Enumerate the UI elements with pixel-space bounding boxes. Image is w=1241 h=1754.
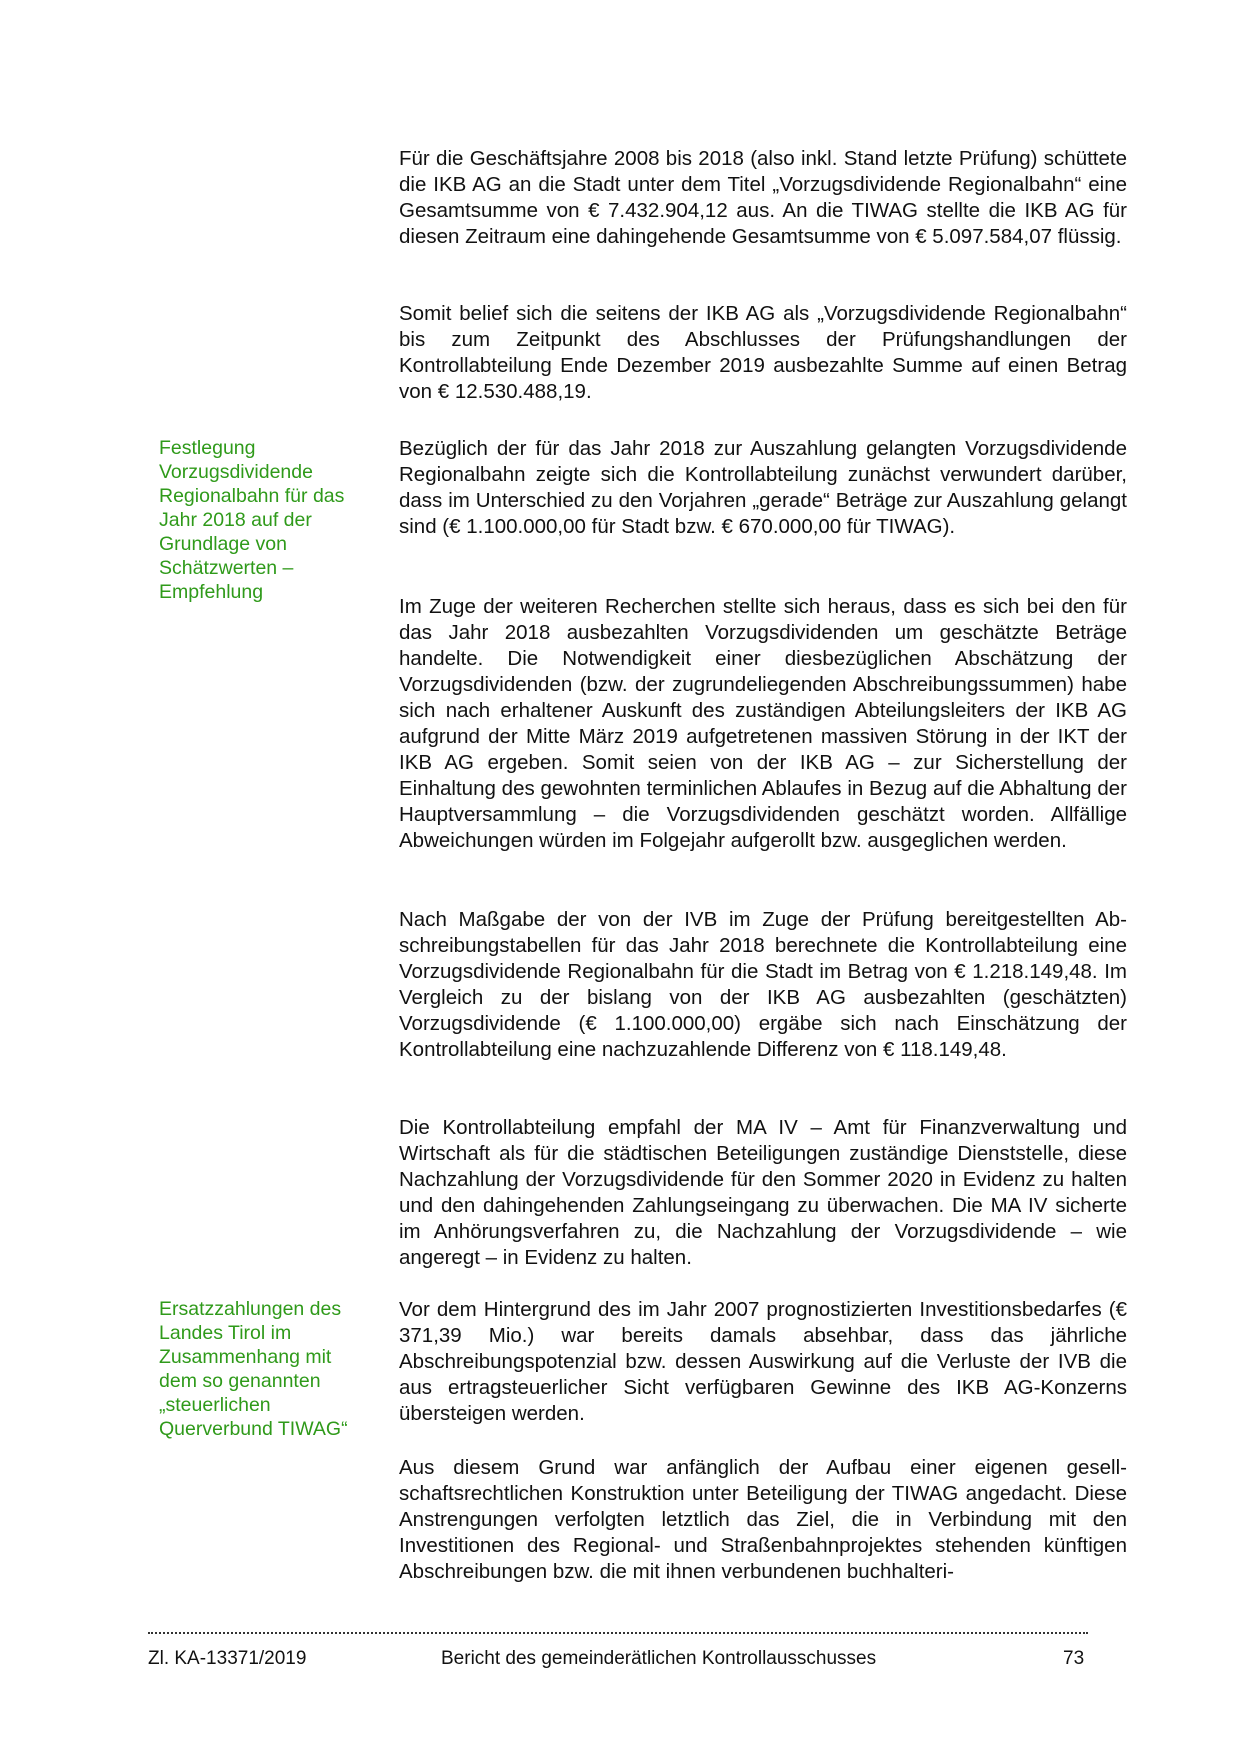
body-paragraph-6: Die Kontrollabteilung empfahl der MA IV – Amt für Finanzverwaltung und Wirtschaft als für die städtischen Beteiligungen zuständige Dienststelle, diese Nachzahlung der Vorzugsdividende für den Sommer 2020 in Evidenz zu halten und den dahingehenden Zahlungseingang zu überwachen. Die MA IV sicherte im Anhörungsverfahren zu, die Nachzahlung der Vorzugsdividende – wie angeregt – in Evidenz zu halten.	[399, 1116, 1127, 1269]
footer-page-number: 73	[1063, 1648, 1085, 1669]
body-paragraph-7: Vor dem Hintergrund des im Jahr 2007 prognostizierten Investitionsbedarfes (€ 371,39 Mio.) war bereits damals absehbar, dass das jährliche Abschreibungspotenzial bzw. dessen Auswirkung auf die Verluste der IVB die aus ertragsteuerlicher Sicht verfügbaren Gewinne des IKB AG-Konzerns übersteigen werden.	[399, 1298, 1127, 1425]
body-paragraph-2: Somit belief sich die seitens der IKB AG als „Vorzugsdividende Regionalbahn“ bis zum Zeitpunkt des Abschlusses der Prüfungshandlungen der Kontrollabteilung Ende Dezember 2019 ausbezahlte Summe auf einen Betrag von € 12.530.488,19.	[399, 302, 1127, 403]
body-paragraph-1: Für die Geschäftsjahre 2008 bis 2018 (also inkl. Stand letzte Prüfung) schüttete die IKB AG an die Stadt unter dem Titel „Vorzugsdividende Regionalbahn“ eine Gesamtsumme von € 7.432.904,12 aus. An die TIWAG stellte die IKB AG für diesen Zeitraum eine dahingehende Gesamtsumme von € 5.097.584,07 flüssig.	[399, 147, 1127, 248]
body-paragraph-5: Nach Maßgabe der von der IVB im Zuge der Prüfung bereitgestellten Abschreibungstabellen für das Jahr 2018 berechnete die Kontrollabteilung eine Vorzugsdividende Regionalbahn für die Stadt im Betrag von € 1.218.149,48. Im Vergleich zu der bislang von der IKB AG ausbezahlten (geschätzten) Vorzugsdividende (€ 1.100.000,00) ergäbe sich nach Einschätzung der Kontrollabteilung eine nachzuzahlende Differenz von € 118.149,48.	[399, 908, 1127, 1061]
footer-divider	[148, 1632, 1088, 1634]
body-paragraph-3: Bezüglich der für das Jahr 2018 zur Auszahlung gelangten Vorzugsdividende Regionalbahn zeigte sich die Kontrollabteilung zunächst verwundert darüber, dass im Unterschied zu den Vorjahren „gerade“ Beträge zur Auszahlung gelangt sind (€ 1.100.000,00 für Stadt bzw. € 670.000,00 für TIWAG).	[399, 437, 1127, 538]
footer-reference: Zl. KA-13371/2019	[148, 1648, 307, 1669]
body-paragraph-4: Im Zuge der weiteren Recherchen stellte sich heraus, dass es sich bei den für das Jahr 2018 ausbezahlten Vorzugsdividenden um geschätzte Beträge handelte. Die Notwendigkeit einer diesbezüglichen Abschätzung der Vorzugsdividenden (bzw. der zugrundeliegenden Abschreibungssummen) habe sich nach erhaltener Auskunft des zuständigen Abteilungsleiters der IKB AG aufgrund der Mitte März 2019 aufgetretenen massiven Störung in der IKT der IKB AG ergeben. Somit seien von der IKB AG – zur Sicherstellung der Einhaltung des gewohnten terminlichen Ablaufes in Bezug auf die Abhaltung der Hauptversammlung – die Vorzugsdividenden geschätzt worden. Allfällige Abweichungen würden im Folgejahr aufgerollt bzw. ausgeglichen werden.	[399, 595, 1127, 852]
margin-note-ersatzzahlungen: Ersatzzahlungen des Landes Tirol im Zusammenhang mit dem so genannten „steuerlichen Querverbund TIWAG“	[159, 1298, 348, 1440]
footer-report-title: Bericht des gemeinderätlichen Kontrollausschusses	[441, 1648, 877, 1669]
margin-note-festlegung: Festlegung Vorzugsdividende Regionalbahn für das Jahr 2018 auf der Grundlage von Schätzwerten – Empfehlung	[159, 437, 345, 603]
body-paragraph-8: Aus diesem Grund war anfänglich der Aufbau einer eigenen gesellschaftsrechtlichen Konstruktion unter Beteiligung der TIWAG angedacht. Diese Anstrengungen verfolgten letztlich das Ziel, die in Verbindung mit den Investitionen des Regional- und Straßenbahnprojektes stehenden künftigen Abschreibungen bzw. die mit ihnen verbundenen buchhalteri-	[399, 1456, 1127, 1583]
